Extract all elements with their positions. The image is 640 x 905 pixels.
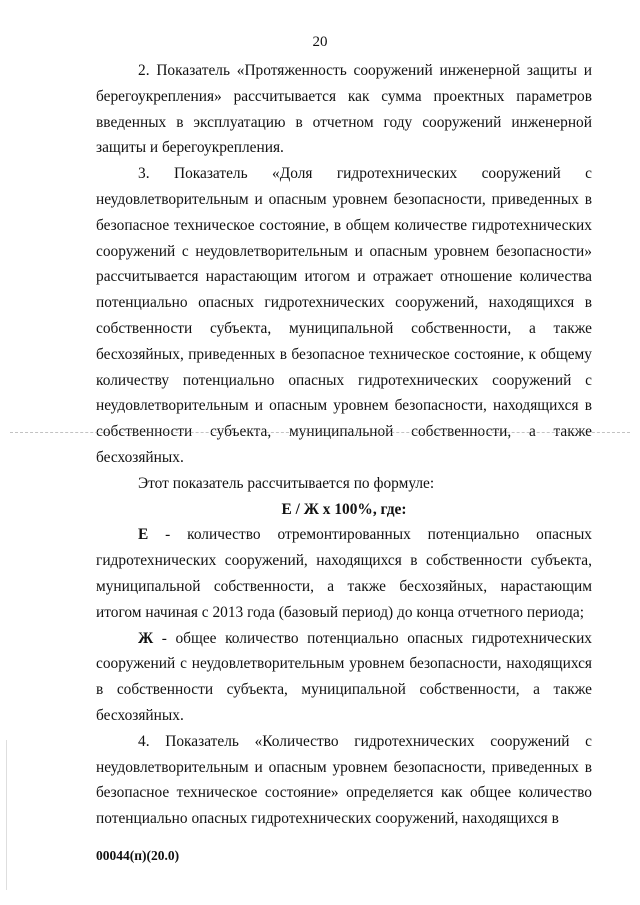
scan-artifact-edge: [6, 740, 7, 890]
definition-e: [96, 522, 592, 625]
definition-zh-text: - общее количество потенциально опасных гидротехнических сооружений с неудовлетворительным уровнем безопасности, находящихся в собственности субъекта, муниципальной собственности, а также бесхозяйных.: [96, 629, 592, 724]
definition-zh-symbol: Ж: [138, 629, 154, 647]
formula: Е / Ж х 100%, где:: [281, 500, 407, 518]
definition-e-symbol: Е: [138, 526, 149, 544]
definition-zh: [96, 626, 592, 729]
paragraph-4: 4. Показатель «Количество гидротехнических сооружений с неудовлетворительным и опасным уровнем безопасности, приведенных в безопасное техническое состояние» определяется как общее количество потенциально опасных гидротехнических сооружений, находящихся в: [96, 732, 592, 828]
footer-document-code: 00044(п)(20.0): [96, 848, 180, 863]
definition-e-text: - количество отремонтированных потенциально опасных гидротехнических сооружений, находящихся в собственности субъекта, муниципальной собственности, а также бесхозяйных, нарастающим итогом начиная с 2013 года (базовый период) до конца отчетного периода;: [96, 526, 592, 621]
paragraph-3: 3. Показатель «Доля гидротехнических сооружений с неудовлетворительным и опасным уровнем безопасности, приведенных в безопасное техническое состояние, в общем количестве гидротехнических сооружений с неудовлетворительным и опасным уровнем безопасности» рассчитывается нарастающим итогом и отражает отношение количества потенциально опасных гидротехнических сооружений, находящихся в собственности субъекта, муниципальной собственности, а также бесхозяйных, приведенных в безопасное техническое состояние, к общему количеству потенциально опасных гидротехнических сооружений с неудовлетворительным и опасным уровнем безопасности, находящихся в собственности субъекта, муниципальной собственности, а также бесхозяйных.: [96, 165, 592, 466]
scan-artifact-line: [10, 432, 630, 433]
document-body: [96, 58, 592, 832]
paragraph-2: 2. Показатель «Протяженность сооружений инженерной защиты и берегоукрепления» рассчитывается как сумма проектных параметров введенных в эксплуатацию в отчетном году сооружений инженерной защиты и берегоукрепления.: [96, 62, 592, 157]
formula-intro: Этот показатель рассчитывается по формуле:: [138, 474, 435, 492]
page-number: 20: [312, 34, 328, 50]
